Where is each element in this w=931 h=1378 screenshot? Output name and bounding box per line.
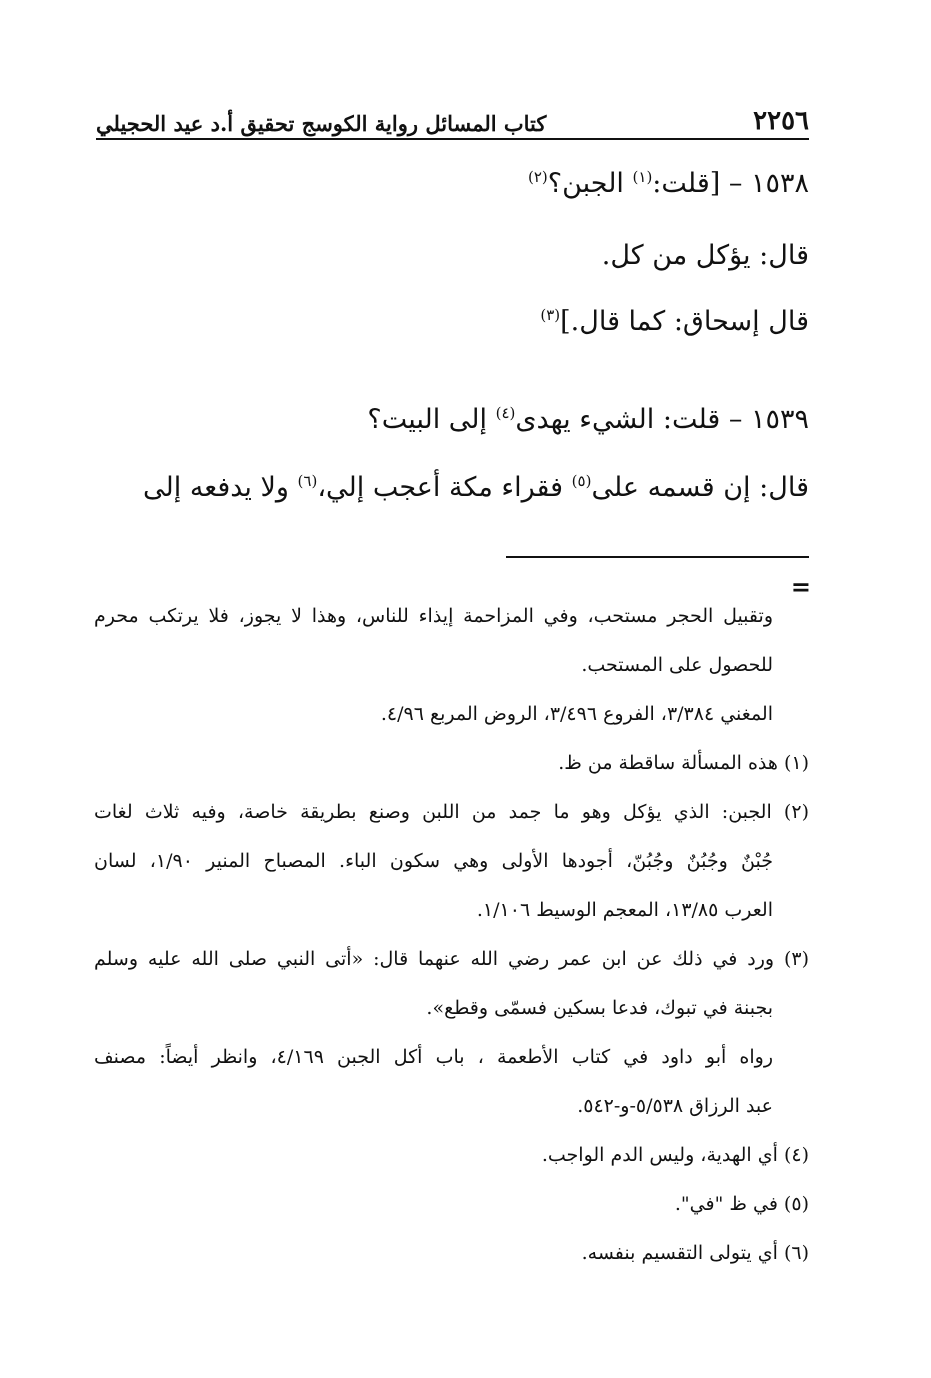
issue-number: ١٥٣٨ – (728, 168, 809, 199)
issue-1538-question: ١٥٣٨ – [قلت:$^{(١)}$ الجبن؟$^{(٢)}$ (527, 168, 809, 199)
footnote-continued-line: المغني ٣/٣٨٤، الفروع ٣/٤٩٦، الروض المربع ٤/٩٦. (380, 703, 773, 725)
footnote-ref: (٥) (571, 472, 592, 490)
footnote-2: (٢) الجبن: الذي يؤكل وهو ما جمد من اللبن وصنع بطريقة خاصة، وفيه ثلاث لغات (94, 801, 809, 823)
footnote-ref: (٦) (297, 472, 318, 490)
issue-1538-answer: قال: يؤكل من كل. (601, 240, 809, 271)
footnote-ref: (٢) (527, 168, 548, 186)
footnote-separator (506, 556, 809, 558)
footnote-2-line: العرب ١٣/٨٥، المعجم الوسيط ١/١٠٦. (476, 899, 773, 921)
footnote-ref: (٣) (540, 306, 561, 324)
issue-1539-question: ١٥٣٩ – قلت: الشيء يهدى$^{(٤)}$ إلى البيت؟ (367, 404, 809, 435)
footnote-ref: (١) (632, 168, 653, 186)
running-title: كتاب المسائل رواية الكوسج تحقيق أ.د عيد الحجيلي (96, 111, 547, 136)
footnote-4: (٤) أي الهدية، وليس الدم الواجب. (541, 1144, 809, 1166)
footnote-2-line: جُبْنٌ وجُبُنٌ وجُبُنّ، أجودها الأولى وهي سكون الباء. المصباح المنير ١/٩٠، لسان (94, 850, 774, 872)
issue-number: ١٥٣٩ – (728, 404, 809, 435)
footnote-3: (٣) ورد في ذلك عن ابن عمر رضي الله عنهما قال: «أتى النبي صلى الله عليه وسلم (94, 948, 809, 970)
page-number: ٢٢٥٦ (753, 106, 809, 136)
footnote-5: (٥) في ظ "في". (674, 1193, 809, 1215)
footnote-3-line: بجبنة في تبوك، فدعا بسكين فسمّى وقطع». (426, 997, 773, 1019)
footnote-3-line: رواه أبو داود في كتاب الأطعمة ، باب أكل الجبن ٤/١٦٩، وانظر أيضاً: مصنف (94, 1046, 773, 1068)
footnote-3-line: عبد الرزاق ٥/٥٣٨-و-٥٤٢. (577, 1095, 773, 1117)
issue-1539-answer: قال: إن قسمه على$^{(٥)}$ فقراء مكة أعجب إلي،$^{(٦)}$ ولا يدفعه إلى (143, 472, 809, 503)
footnote-6: (٦) أي يتولى التقسيم بنفسه. (581, 1242, 809, 1264)
header-rule (96, 138, 809, 140)
footnote-ref: (٤) (495, 404, 516, 422)
footnote-continued-line: وتقبيل الحجر مستحب، وفي المزاحمة إيذاء للناس، وهذا لا يجوز، فلا يرتكب محرم (94, 605, 773, 627)
issue-1538-ishaq: قال إسحاق: كما قال.]$^{(٣)}$ (540, 306, 809, 337)
footnote-1: (١) هذه المسألة ساقطة من ظ. (558, 752, 809, 774)
footnote-continuation-mark: = (790, 572, 811, 601)
footnote-continued-line: للحصول على المستحب. (581, 654, 773, 676)
page-header (96, 96, 809, 136)
